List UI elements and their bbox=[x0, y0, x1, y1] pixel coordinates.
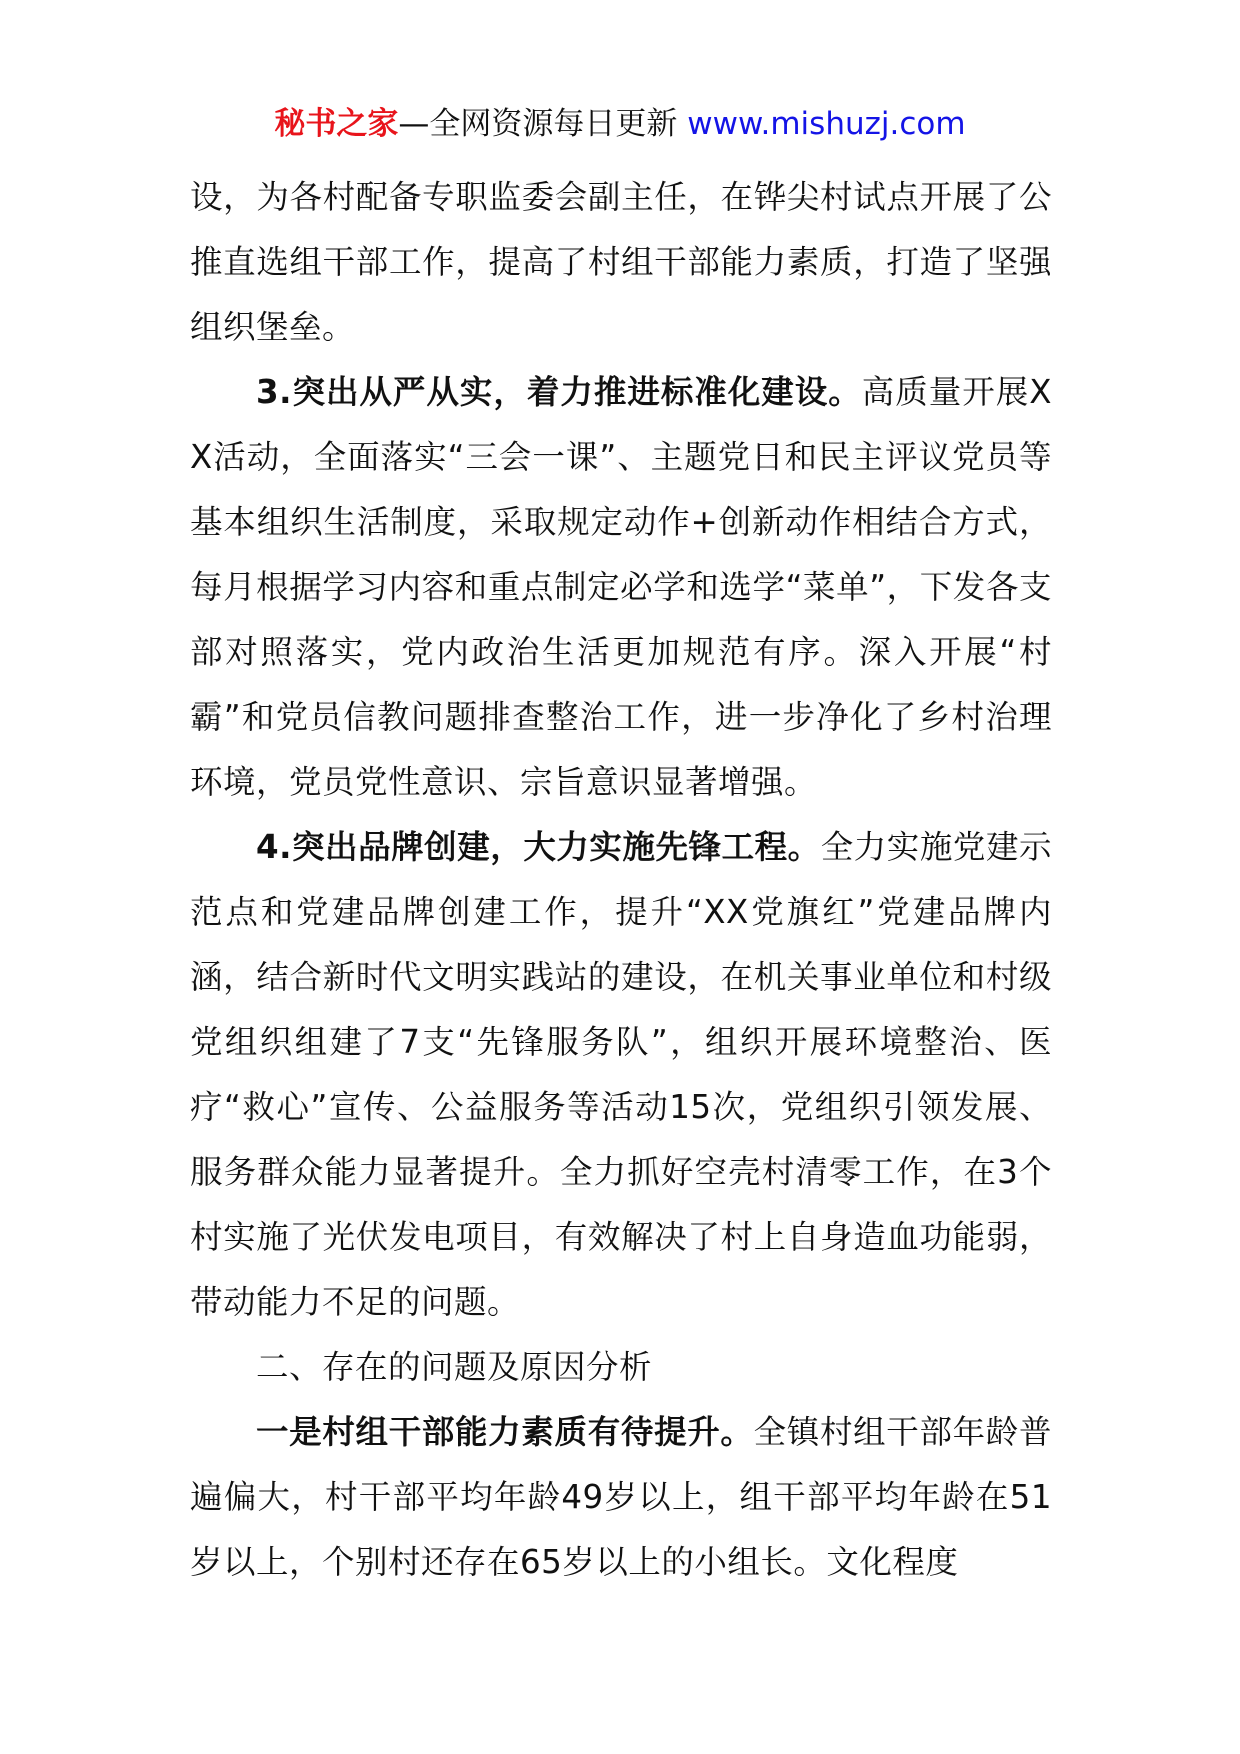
brand-name: 秘书之家 bbox=[274, 106, 399, 142]
header-tagline: —全网资源每日更新 bbox=[398, 106, 688, 142]
paragraph-section-4 bbox=[190, 815, 1052, 1335]
section-heading-text: 二、存在的问题及原因分析 bbox=[256, 1348, 653, 1386]
document-body bbox=[190, 165, 1052, 1595]
paragraph-lead: 一是村组干部能力素质有待提升。 bbox=[256, 1413, 754, 1451]
paragraph-text: 全力实施党建示范点和党建品牌创建工作，提升“XX党旗红”党建品牌内涵，结合新时代文明实践站的建设，在机关事业单位和村级党组织组建了7支“先锋服务队”，组织开展环境整治、医疗“救心”宣传、公益服务等活动15次，党组织引领发展、服务群众能力显著提升。全力抓好空壳村清零工作，在3个村实施了光伏发电项目，有效解决了村上自身造血功能弱，带动能力不足的问题。 bbox=[190, 828, 1052, 1321]
paragraph-text: 高质量开展XX活动，全面落实“三会一课”、主题党日和民主评议党员等基本组织生活制度，采取规定动作+创新动作相结合方式，每月根据学习内容和重点制定必学和选学“菜单”，下发各支部对照落实，党内政治生活更加规范有序。深入开展“村霸”和党员信教问题排查整治工作，进一步净化了乡村治理环境，党员党性意识、宗旨意识显著增强。 bbox=[190, 373, 1052, 801]
paragraph-problem-1 bbox=[190, 1400, 1052, 1595]
paragraph-lead: 4.突出品牌创建，大力实施先锋工程。 bbox=[256, 828, 821, 866]
paragraph-section-3 bbox=[190, 360, 1052, 815]
site-header bbox=[0, 100, 1240, 148]
site-url-link[interactable]: www.mishuzj.com bbox=[687, 106, 966, 142]
paragraph-text: 设，为各村配备专职监委会副主任，在铧尖村试点开展了公推直选组干部工作，提高了村组干部能力素质，打造了坚强组织堡垒。 bbox=[190, 178, 1052, 346]
section-heading bbox=[190, 1335, 1052, 1400]
paragraph-text: 全镇村组干部年龄普遍偏大，村干部平均年龄49岁以上，组干部平均年龄在51岁以上，个别村还存在65岁以上的小组长。文化程度 bbox=[190, 1413, 1052, 1581]
paragraph-lead: 3.突出从严从实，着力推进标准化建设。 bbox=[256, 373, 862, 411]
paragraph-continuation bbox=[190, 165, 1052, 360]
